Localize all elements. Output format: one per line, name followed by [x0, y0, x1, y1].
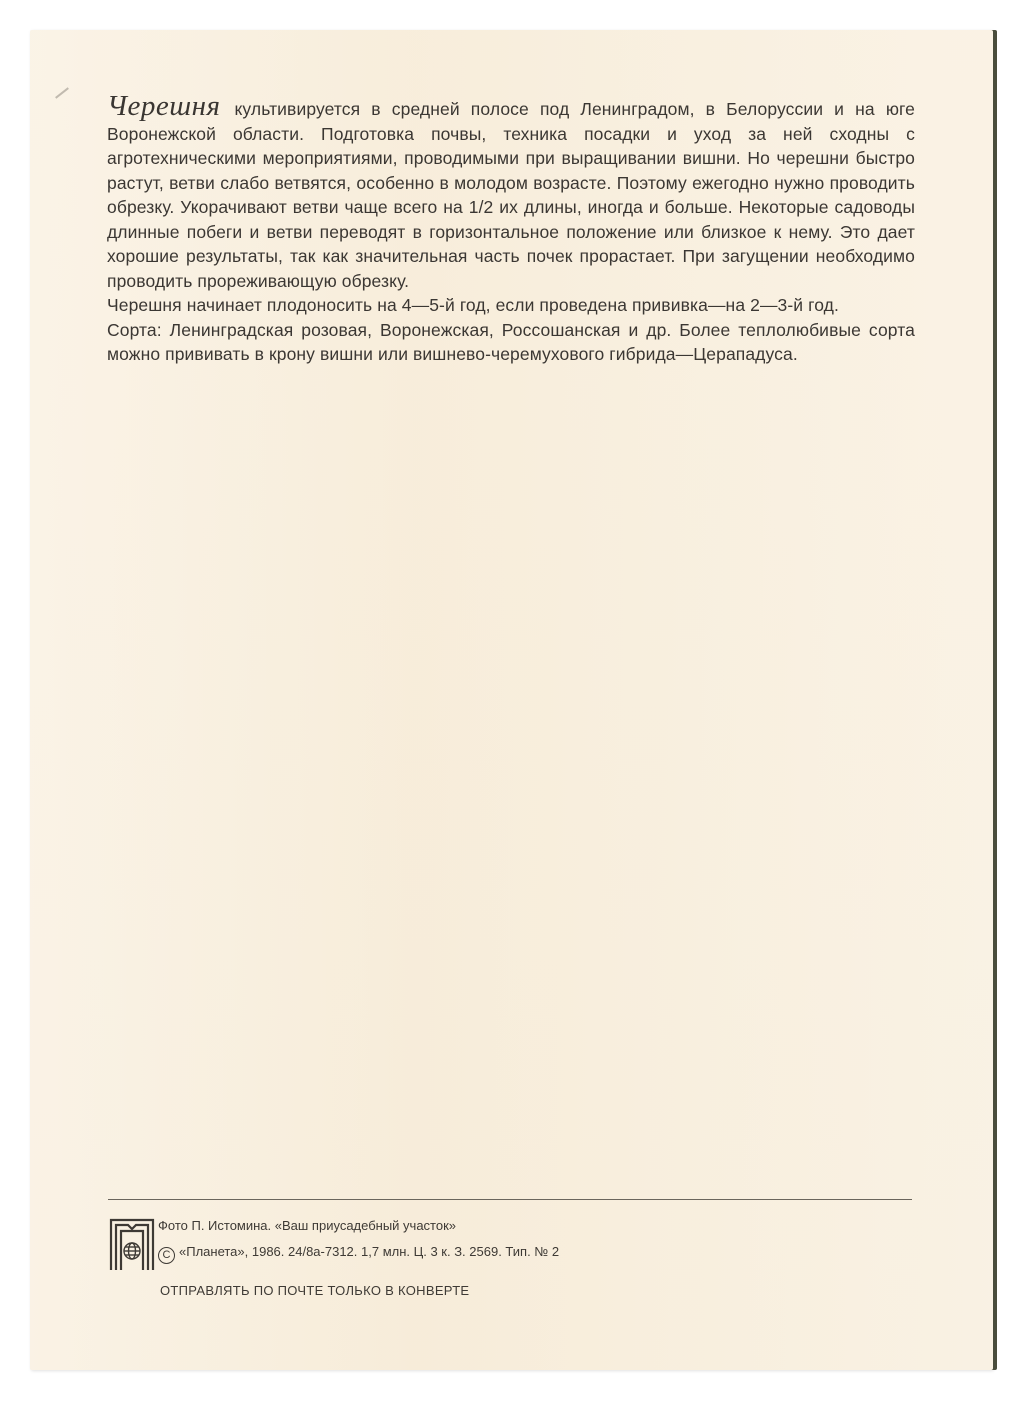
paragraph-text: Черешня начинает плодоносить на 4—5-й год, если проведена прививка—на 2—3-й год. [107, 295, 839, 315]
article-paragraph-2 [107, 293, 915, 318]
article-paragraph-3 [107, 318, 915, 367]
article-text [107, 90, 915, 367]
copyright-icon: C [158, 1247, 175, 1264]
imprint-divider [108, 1199, 912, 1200]
imprint-text [158, 1213, 559, 1265]
imprint-publisher-details: «Планета», 1986. 24/8а-7312. 1,7 млн. Ц. 3 к. З. 2569. Тип. № 2 [179, 1244, 560, 1259]
paragraph-text: Сорта: Ленинградская розовая, Воронежская, Россошанская и др. Более теплолюбивые сорта можно прививать в крону вишни или вишнево-черемухового гибрида—Церападуса. [107, 319, 915, 364]
mailing-instruction: ОТПРАВЛЯТЬ ПО ПОЧТЕ ТОЛЬКО В КОНВЕРТЕ [160, 1283, 470, 1298]
imprint-line-publisher [158, 1239, 559, 1265]
paragraph-text: культивируется в средней полосе под Ленинградом, в Белоруссии и на юге Воронежской области. Подготовка почвы, техника посадки и уход за ней сходны с агротехническими мероприятиями, проводимыми при выращивании вишни. Но черешни быстро растут, ветви слабо ветвятся, особенно в молодом возрасте. Поэтому ежегодно нужно проводить обрезку. Укорачивают ветви чаще всего на 1/2 их длины, иногда и больше. Некоторые садоводы длинные побеги и ветви переводят в горизонтальное положение или близкое к нему. Это дает хорошие результаты, так как значительная часть почек прорастает. При загущении необходимо проводить прореживающую обрезку. [107, 99, 915, 291]
paper-scratch-mark [55, 87, 69, 98]
article-paragraph-1 [107, 90, 915, 293]
article-title: Черешня [107, 90, 221, 122]
planeta-logo-icon [108, 1217, 156, 1271]
imprint-line-photo: Фото П. Истомина. «Ваш приусадебный участок» [158, 1218, 457, 1233]
postcard-back [30, 30, 993, 1370]
publisher-imprint [108, 1213, 748, 1273]
